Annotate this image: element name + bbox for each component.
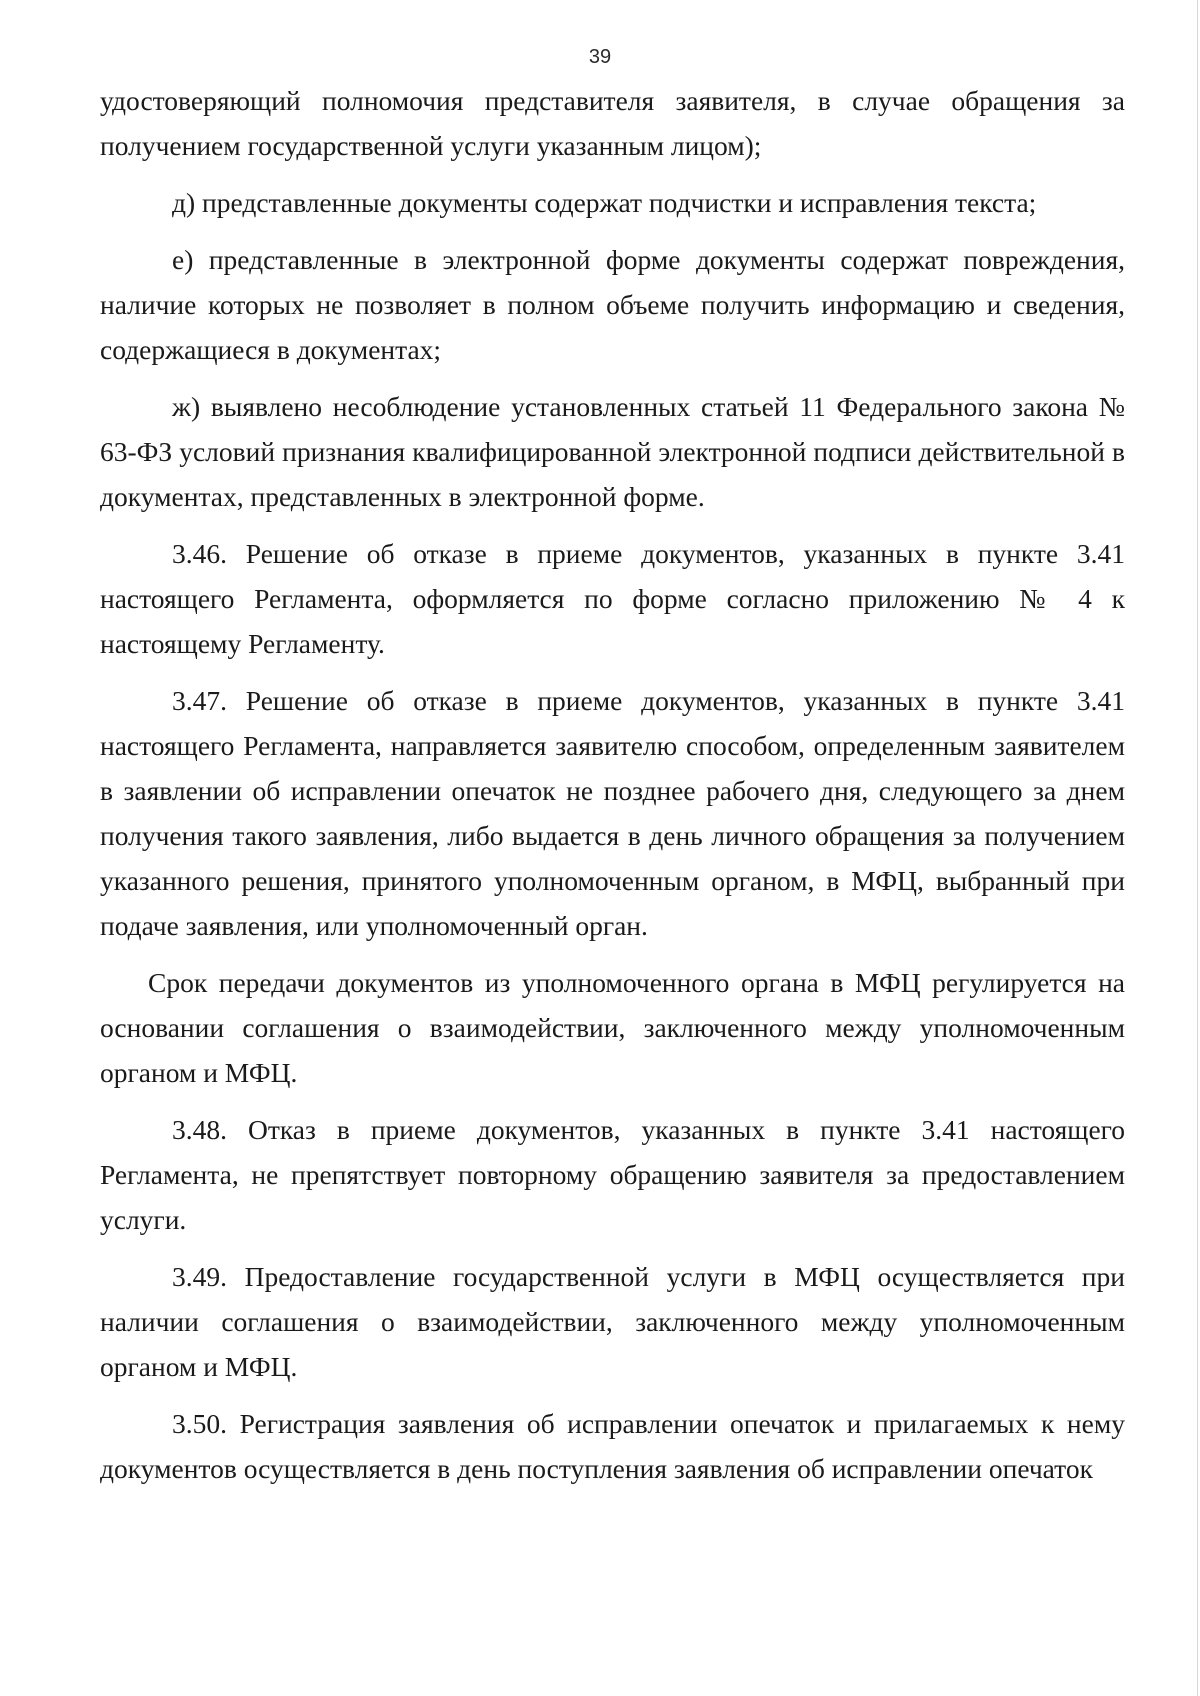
- document-body: [100, 78, 1125, 1491]
- page-number: 39: [588, 46, 612, 68]
- paragraph-3-50: 3.50. Регистрация заявления об исправлении опечаток и прилагаемых к нему документов осуществляется в день поступления заявления об исправлении опечаток: [100, 1408, 1125, 1484]
- paragraph-continuation: удостоверяющий полномочия представителя заявителя, в случае обращения за получением государственной услуги указанным лицом);: [100, 85, 1125, 161]
- paragraph-item-d: д) представленные документы содержат подчистки и исправления текста;: [172, 187, 1037, 218]
- paragraph-item-zh: ж) выявлено несоблюдение установленных статьей 11 Федерального закона № 63-ФЗ условий признания квалифицированной электронной подписи действительной в документах, представленных в электронной форме.: [100, 391, 1125, 512]
- paragraph-3-48: 3.48. Отказ в приеме документов, указанных в пункте 3.41 настоящего Регламента, не препятствует повторному обращению заявителя за предоставлением услуги.: [100, 1114, 1125, 1235]
- paragraph-item-e: е) представленные в электронной форме документы содержат повреждения, наличие которых не позволяет в полном объеме получить информацию и сведения, содержащиеся в документах;: [100, 244, 1125, 365]
- paragraph-3-47: 3.47. Решение об отказе в приеме документов, указанных в пункте 3.41 настоящего Регламента, направляется заявителю способом, определенным заявителем в заявлении об исправлении опечаток не позднее рабочего дня, следующего за днем получения такого заявления, либо выдается в день личного обращения за получением указанного решения, принятого уполномоченным органом, в МФЦ, выбранный при подаче заявления, или уполномоченный орган.: [100, 685, 1125, 941]
- scan-edge-line: [1197, 0, 1198, 1696]
- paragraph-3-49: 3.49. Предоставление государственной услуги в МФЦ осуществляется при наличии соглашения о взаимодействии, заключенного между уполномоченным органом и МФЦ.: [100, 1261, 1125, 1382]
- paragraph-3-46: 3.46. Решение об отказе в приеме документов, указанных в пункте 3.41 настоящего Регламента, оформляется по форме согласно приложению № 4 к настоящему Регламенту.: [100, 538, 1125, 659]
- paragraph-transfer-term: Срок передачи документов из уполномоченного органа в МФЦ регулируется на основании соглашения о взаимодействии, заключенного между уполномоченным органом и МФЦ.: [100, 967, 1125, 1088]
